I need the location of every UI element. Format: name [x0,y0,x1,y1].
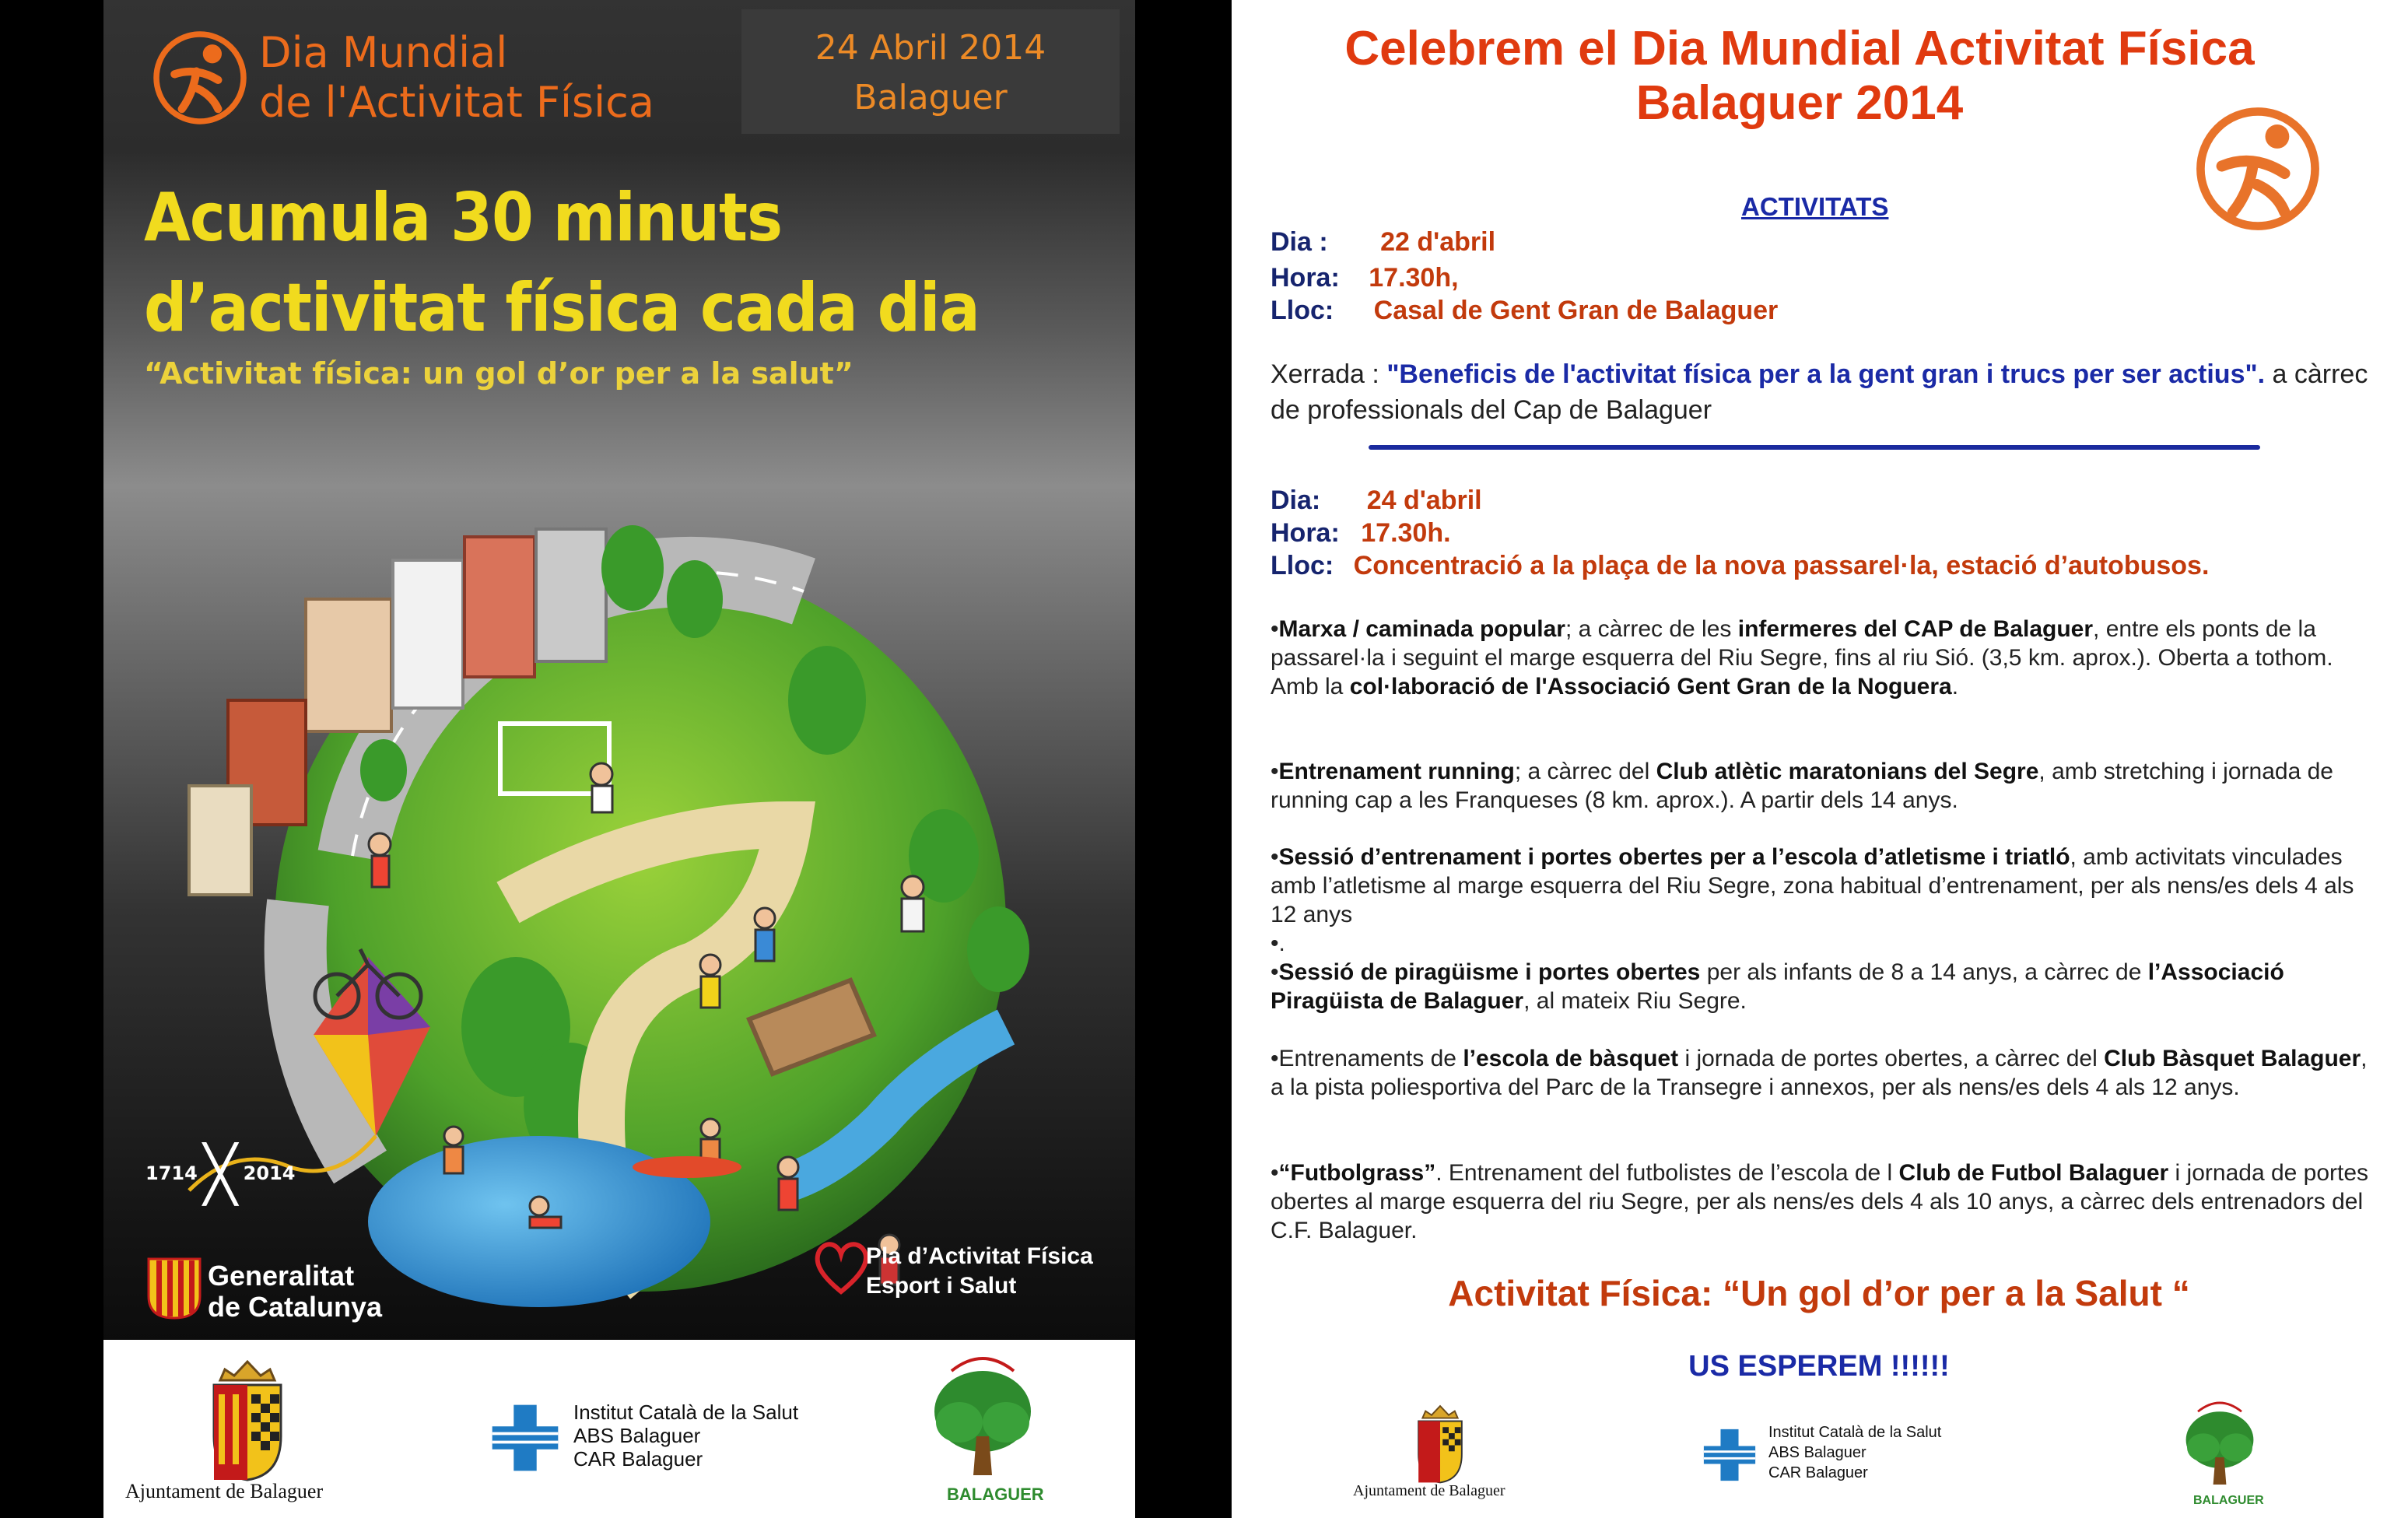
ics-cross-icon [489,1402,561,1474]
activity-piraguisme-b2: l’Associació Piragüista de Balaguer [1271,959,2284,1014]
activity-basquet [1271,1044,2375,1102]
assoc-town-label: BALAGUER [2193,1494,2264,1507]
event-date: 24 Abril 2014 [815,28,1046,68]
ics-line2: ABS Balaguer [573,1424,701,1447]
activity-running-t2: , amb stretching i jornada de running cap a les Franqueses (8 km. aprox.). A partir dels 14 anys. [1271,759,2333,813]
generalitat-line2: de Catalunya [208,1291,383,1323]
tricentenary-mark [145,1142,295,1206]
poster-organizer-title [259,28,654,128]
closing-slogan: Activitat Física: “Un gol d’or per a la Salut “ [1448,1273,2190,1313]
activity-piraguisme-t1: per als infants de 8 a 14 anys, a càrrec de [1700,959,2148,985]
us-esperem: US ESPEREM !!!!!! [1688,1350,1950,1383]
pla-line2: Esport i Salut [866,1273,1017,1299]
generalitat-line1: Generalitat [208,1260,355,1292]
event2-dia-label: Dia: [1271,486,1321,515]
activity-running [1271,757,2375,815]
activity-basquet-t1: Entrenaments de [1278,1046,1463,1071]
event2-dia-value: 24 d'abril [1366,486,1482,515]
date-box [741,9,1120,134]
activity-running-b1: Entrenament running [1278,759,1515,784]
activity-atletisme-t1: , amb activitats vinculades amb l’atletisme al marge esquerra del Riu Segre, zona habitual d’entrenament, per als nens/es dels 4 als 12 anys [1271,844,2354,927]
activity-marxa [1271,615,2375,701]
event2-hora-row [1271,518,1451,549]
activity-marxa-b2: infermeres del CAP de Balaguer [1737,616,2094,642]
activity-futbolgrass-t2: i jornada de portes obertes al marge esquerra del riu Segre, per als nens/es dels 4 als 10 anys, a càrrec dels entrenadors del C.F. Balaguer. [1271,1160,2369,1243]
activity-figure-logo [2189,100,2327,238]
title-line1: Celebrem el Dia Mundial Activitat Física [1344,22,2255,75]
activity-piraguisme [1271,958,2375,1015]
activity-futbolgrass [1271,1159,2375,1245]
event1-dia-value: 22 d'abril [1380,227,1496,257]
activity-basquet-t2: i jornada de portes obertes, a càrrec del [1678,1046,2105,1071]
headline-line1: Acumula 30 minuts [144,179,783,257]
tricentenary-x: ╳ [204,1142,237,1206]
activity-marxa-b1: Marxa / caminada popular [1278,616,1565,642]
ics-line1: Institut Català de la Salut [573,1401,799,1424]
poster [103,0,1135,1518]
poster-footer [103,1340,1135,1518]
section-divider [1369,445,2260,450]
xerrada-rest: a càrrec de professionals del Cap de Balaguer [1271,359,2368,425]
activity-marxa-t1: ; a càrrec de les [1565,616,1738,642]
activity-futbolgrass-b2: Club de Futbol Balaguer [1898,1160,2169,1186]
kayak [633,1156,741,1178]
pla-line1: Pla d’Activitat Física [866,1243,1093,1269]
assoc-town-label: BALAGUER [947,1485,1044,1504]
event1-dia-label: Dia : [1271,227,1328,257]
activity-figure-logo [145,23,254,132]
bullet: • [1271,759,1279,784]
gent-gran-tree-logo [905,1351,1060,1506]
activity-basquet-b2: l’escola de bàsquet [1463,1046,1679,1071]
activity-piraguisme-b1: Sessió de piragüisme i portes obertes [1278,959,1701,985]
activity-piraguisme-t2: , al mateix Riu Segre. [1523,988,1747,1014]
heart-icon [811,1237,871,1296]
ics-line3: CAR Balaguer [573,1447,703,1471]
event-place: Balaguer [853,78,1008,117]
activity-atletisme-b1: Sessió d’entrenament i portes obertes per a l’escola d’atletisme i triatló [1278,844,2070,870]
event2-lloc-label: Lloc: [1271,551,1334,580]
ics-line2: ABS Balaguer [1768,1444,1866,1461]
ajuntament-label: Ajuntament de Balaguer [125,1480,324,1502]
activity-futbolgrass-t1: . Entrenament del futbolistes de l’escola de l [1435,1160,1899,1186]
headline-line2: d’activitat física cada dia [144,269,980,347]
poster-org-line1: Dia Mundial [259,28,508,77]
bullet: • [1271,959,1279,985]
pla-activitat-label [866,1242,1093,1301]
activity-running-t1: ; a càrrec del [1514,759,1656,784]
bullet: • [1271,1046,1279,1071]
activities-document [1232,0,2408,1518]
event1-hora-label: Hora: [1271,263,1340,293]
event1-hora-row [1271,263,1459,293]
activity-running-b2: Club atlètic maratonians del Segre [1656,759,2039,784]
ajuntament-label: Ajuntament de Balaguer [1353,1482,1505,1499]
event2-hora-label: Hora: [1271,518,1340,548]
gent-gran-tree-logo [2165,1397,2274,1506]
event1-hora-value: 17.30h, [1369,263,1459,293]
ajuntament-shield-icon [205,1351,290,1483]
bullet: • [1271,616,1279,642]
poster-org-line2: de l'Activitat Física [259,78,654,127]
ics-line3: CAR Balaguer [1768,1464,1868,1481]
event2-lloc-value: Concentració a la plaça de la nova passarel·la, estació d’autobusos. [1353,551,2210,580]
activity-marxa-t3: . [1951,674,1959,699]
ics-label [573,1401,798,1471]
year-1714: 1714 [145,1162,198,1184]
ics-cross-icon [1702,1427,1758,1483]
poster-headline [144,173,1116,353]
event2-lloc-row [1271,551,2209,581]
ics-label [1768,1422,1941,1483]
generalitat-senyera-icon [147,1257,202,1320]
bullet: • [1271,1160,1279,1186]
ajuntament-shield-icon [1412,1399,1468,1485]
event2-hora-value: 17.30h. [1361,518,1451,548]
activity-marxa-t2: , entre els ponts de la passarel·la i seguint el marge esquerra del Riu Segre, fins al riu Sió. (3,5 km. aprox.). Oberta a tothom. Amb la [1271,616,2333,699]
xerrada-label: Xerrada : [1271,359,1379,389]
xerrada-title: "Beneficis de l'activitat física per a la gent gran i trucs per ser actius". [1386,359,2266,389]
xerrada-paragraph [1271,356,2375,428]
activities-heading: ACTIVITATS [1741,192,1889,221]
activity-atletisme [1271,843,2375,929]
bullet: • [1271,844,1279,870]
event1-lloc-row [1271,296,1778,326]
activity-marxa-b3: col·laboració de l'Associació Gent Gran de la Noguera [1349,674,1952,699]
ics-line1: Institut Català de la Salut [1768,1424,1942,1441]
generalitat-label [208,1260,382,1323]
poster-slogan: “Activitat física: un gol d’or per a la salut” [144,356,853,391]
year-2014: 2014 [243,1162,296,1184]
event1-dia-row [1271,227,1495,258]
title-line2: Balaguer 2014 [1635,76,1964,130]
event1-lloc-label: Lloc: [1271,296,1334,325]
event1-lloc-value: Casal de Gent Gran de Balaguer [1373,296,1779,325]
event2-dia-row [1271,486,1482,516]
activity-futbolgrass-b1: “Futbolgrass” [1278,1160,1436,1186]
activity-basquet-t3: , a la pista poliesportiva del Parc de la Transegre i annexos, per als nens/es dels 4 als 12 anys. [1271,1046,2368,1100]
empty-bullet: •. [1271,931,1285,956]
activity-basquet-b3: Club Bàsquet Balaguer [2104,1046,2361,1071]
